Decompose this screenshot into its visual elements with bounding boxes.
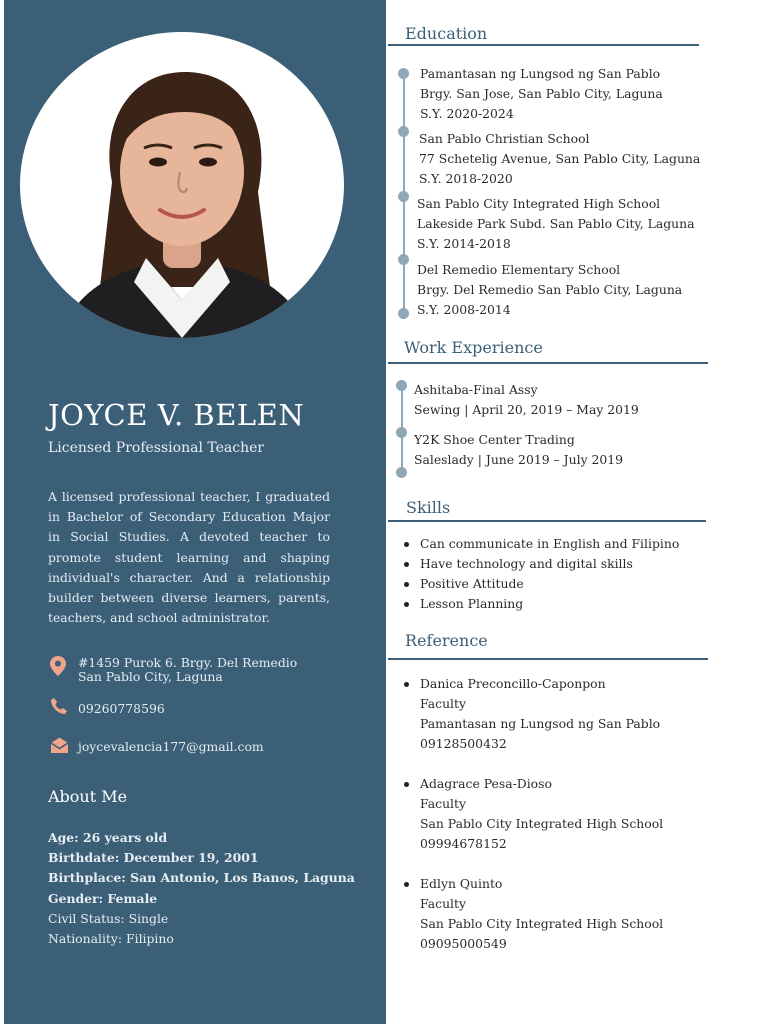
contact-email[interactable]: joycevalencia177@gmail.com bbox=[78, 739, 264, 754]
profile-photo-illustration bbox=[20, 32, 344, 338]
envelope-icon bbox=[50, 737, 69, 753]
education-school: Del Remedio Elementary School bbox=[417, 262, 621, 277]
work-experience-heading: Work Experience bbox=[404, 338, 543, 357]
timeline-dot bbox=[396, 427, 407, 438]
reference-position: Faculty bbox=[420, 796, 467, 811]
skills-divider bbox=[388, 520, 706, 522]
work-item bbox=[414, 380, 639, 420]
work-company: Ashitaba-Final Assy bbox=[414, 382, 538, 397]
skill-item: Lesson Planning bbox=[400, 594, 679, 614]
timeline-dot bbox=[398, 308, 409, 319]
education-item bbox=[419, 129, 700, 190]
education-years: S.Y. 2008-2014 bbox=[417, 302, 511, 318]
work-detail: Saleslady | June 2019 – July 2019 bbox=[414, 452, 624, 468]
education-address: 77 Schetelig Avenue, San Pablo City, Laguna bbox=[419, 151, 701, 167]
education-years: S.Y. 2018-2020 bbox=[419, 171, 513, 187]
education-item bbox=[417, 260, 682, 321]
reference-heading: Reference bbox=[405, 631, 488, 650]
about-nationality: Nationality: Filipino bbox=[48, 931, 174, 947]
skill-item: Have technology and digital skills bbox=[400, 554, 679, 574]
education-years: S.Y. 2020-2024 bbox=[420, 106, 514, 122]
work-experience-divider bbox=[388, 362, 708, 364]
reference-name: Adagrace Pesa-Dioso bbox=[400, 774, 663, 794]
work-company: Y2K Shoe Center Trading bbox=[414, 432, 575, 447]
reference-phone: 09128500432 bbox=[420, 736, 507, 751]
reference-position: Faculty bbox=[420, 696, 467, 711]
about-age: Age: 26 years old bbox=[48, 830, 168, 845]
education-address: Brgy. Del Remedio San Pablo City, Laguna bbox=[417, 282, 683, 298]
education-item bbox=[417, 194, 695, 255]
education-address: Lakeside Park Subd. San Pablo City, Laguna bbox=[417, 216, 695, 232]
reference-item bbox=[400, 674, 660, 754]
reference-item bbox=[400, 774, 663, 854]
skills-heading: Skills bbox=[406, 498, 451, 517]
location-pin-icon bbox=[50, 656, 66, 676]
skills-list bbox=[400, 534, 679, 614]
about-me-heading: About Me bbox=[48, 787, 128, 806]
timeline-dot bbox=[398, 126, 409, 137]
timeline-dot bbox=[398, 254, 409, 265]
timeline-dot bbox=[396, 467, 407, 478]
reference-school: San Pablo City Integrated High School bbox=[420, 916, 664, 931]
education-item bbox=[420, 64, 663, 125]
reference-item bbox=[400, 874, 663, 954]
skill-item: Can communicate in English and Filipino bbox=[400, 534, 679, 554]
education-school: San Pablo Christian School bbox=[419, 131, 590, 146]
timeline-dot bbox=[398, 68, 409, 79]
timeline-dot bbox=[396, 380, 407, 391]
about-gender: Gender: Female bbox=[48, 890, 158, 906]
about-civil-status: Civil Status: Single bbox=[48, 910, 169, 926]
reference-phone: 09095000549 bbox=[420, 936, 507, 951]
education-address: Brgy. San Jose, San Pablo City, Laguna bbox=[420, 86, 663, 102]
reference-divider bbox=[388, 658, 708, 660]
skill-item: Positive Attitude bbox=[400, 574, 679, 594]
profile-role: Licensed Professional Teacher bbox=[48, 440, 265, 456]
reference-phone: 09994678152 bbox=[420, 836, 507, 851]
reference-position: Faculty bbox=[420, 896, 467, 911]
reference-school: Pamantasan ng Lungsod ng San Pablo bbox=[420, 716, 661, 731]
education-divider bbox=[388, 44, 699, 46]
about-birthplace: Birthplace: San Antonio, Los Banos, Laguna bbox=[48, 870, 355, 886]
reference-name: Edlyn Quinto bbox=[400, 874, 663, 894]
education-school: Pamantasan ng Lungsod ng San Pablo bbox=[420, 66, 661, 81]
timeline-dot bbox=[398, 191, 409, 202]
work-item bbox=[414, 430, 623, 470]
profile-photo bbox=[20, 32, 344, 338]
about-birthdate: Birthdate: December 19, 2001 bbox=[48, 850, 259, 866]
profile-summary: A licensed professional teacher, I graduated in Bachelor of Secondary Education Major in Social Studies. A devoted teacher to promote student learning and shaping individual's character. And a relationship builder between diverse learners, parents, teachers, and school administrator. bbox=[48, 489, 330, 626]
about-me-list bbox=[48, 828, 355, 949]
reference-name: Danica Preconcillo-Caponpon bbox=[400, 674, 660, 694]
education-school: San Pablo City Integrated High School bbox=[417, 196, 661, 211]
education-heading: Education bbox=[405, 24, 488, 43]
reference-school: San Pablo City Integrated High School bbox=[420, 816, 664, 831]
work-detail: Sewing | April 20, 2019 – May 2019 bbox=[414, 402, 639, 418]
education-years: S.Y. 2014-2018 bbox=[417, 236, 511, 252]
contact-phone[interactable]: 09260778596 bbox=[78, 701, 165, 716]
profile-name: JOYCE V. BELEN bbox=[48, 398, 305, 432]
contact-address-line1: #1459 Purok 6. Brgy. Del Remedio bbox=[78, 655, 298, 670]
contact-address-line2: San Pablo City, Laguna bbox=[78, 669, 223, 684]
phone-icon bbox=[50, 697, 68, 715]
